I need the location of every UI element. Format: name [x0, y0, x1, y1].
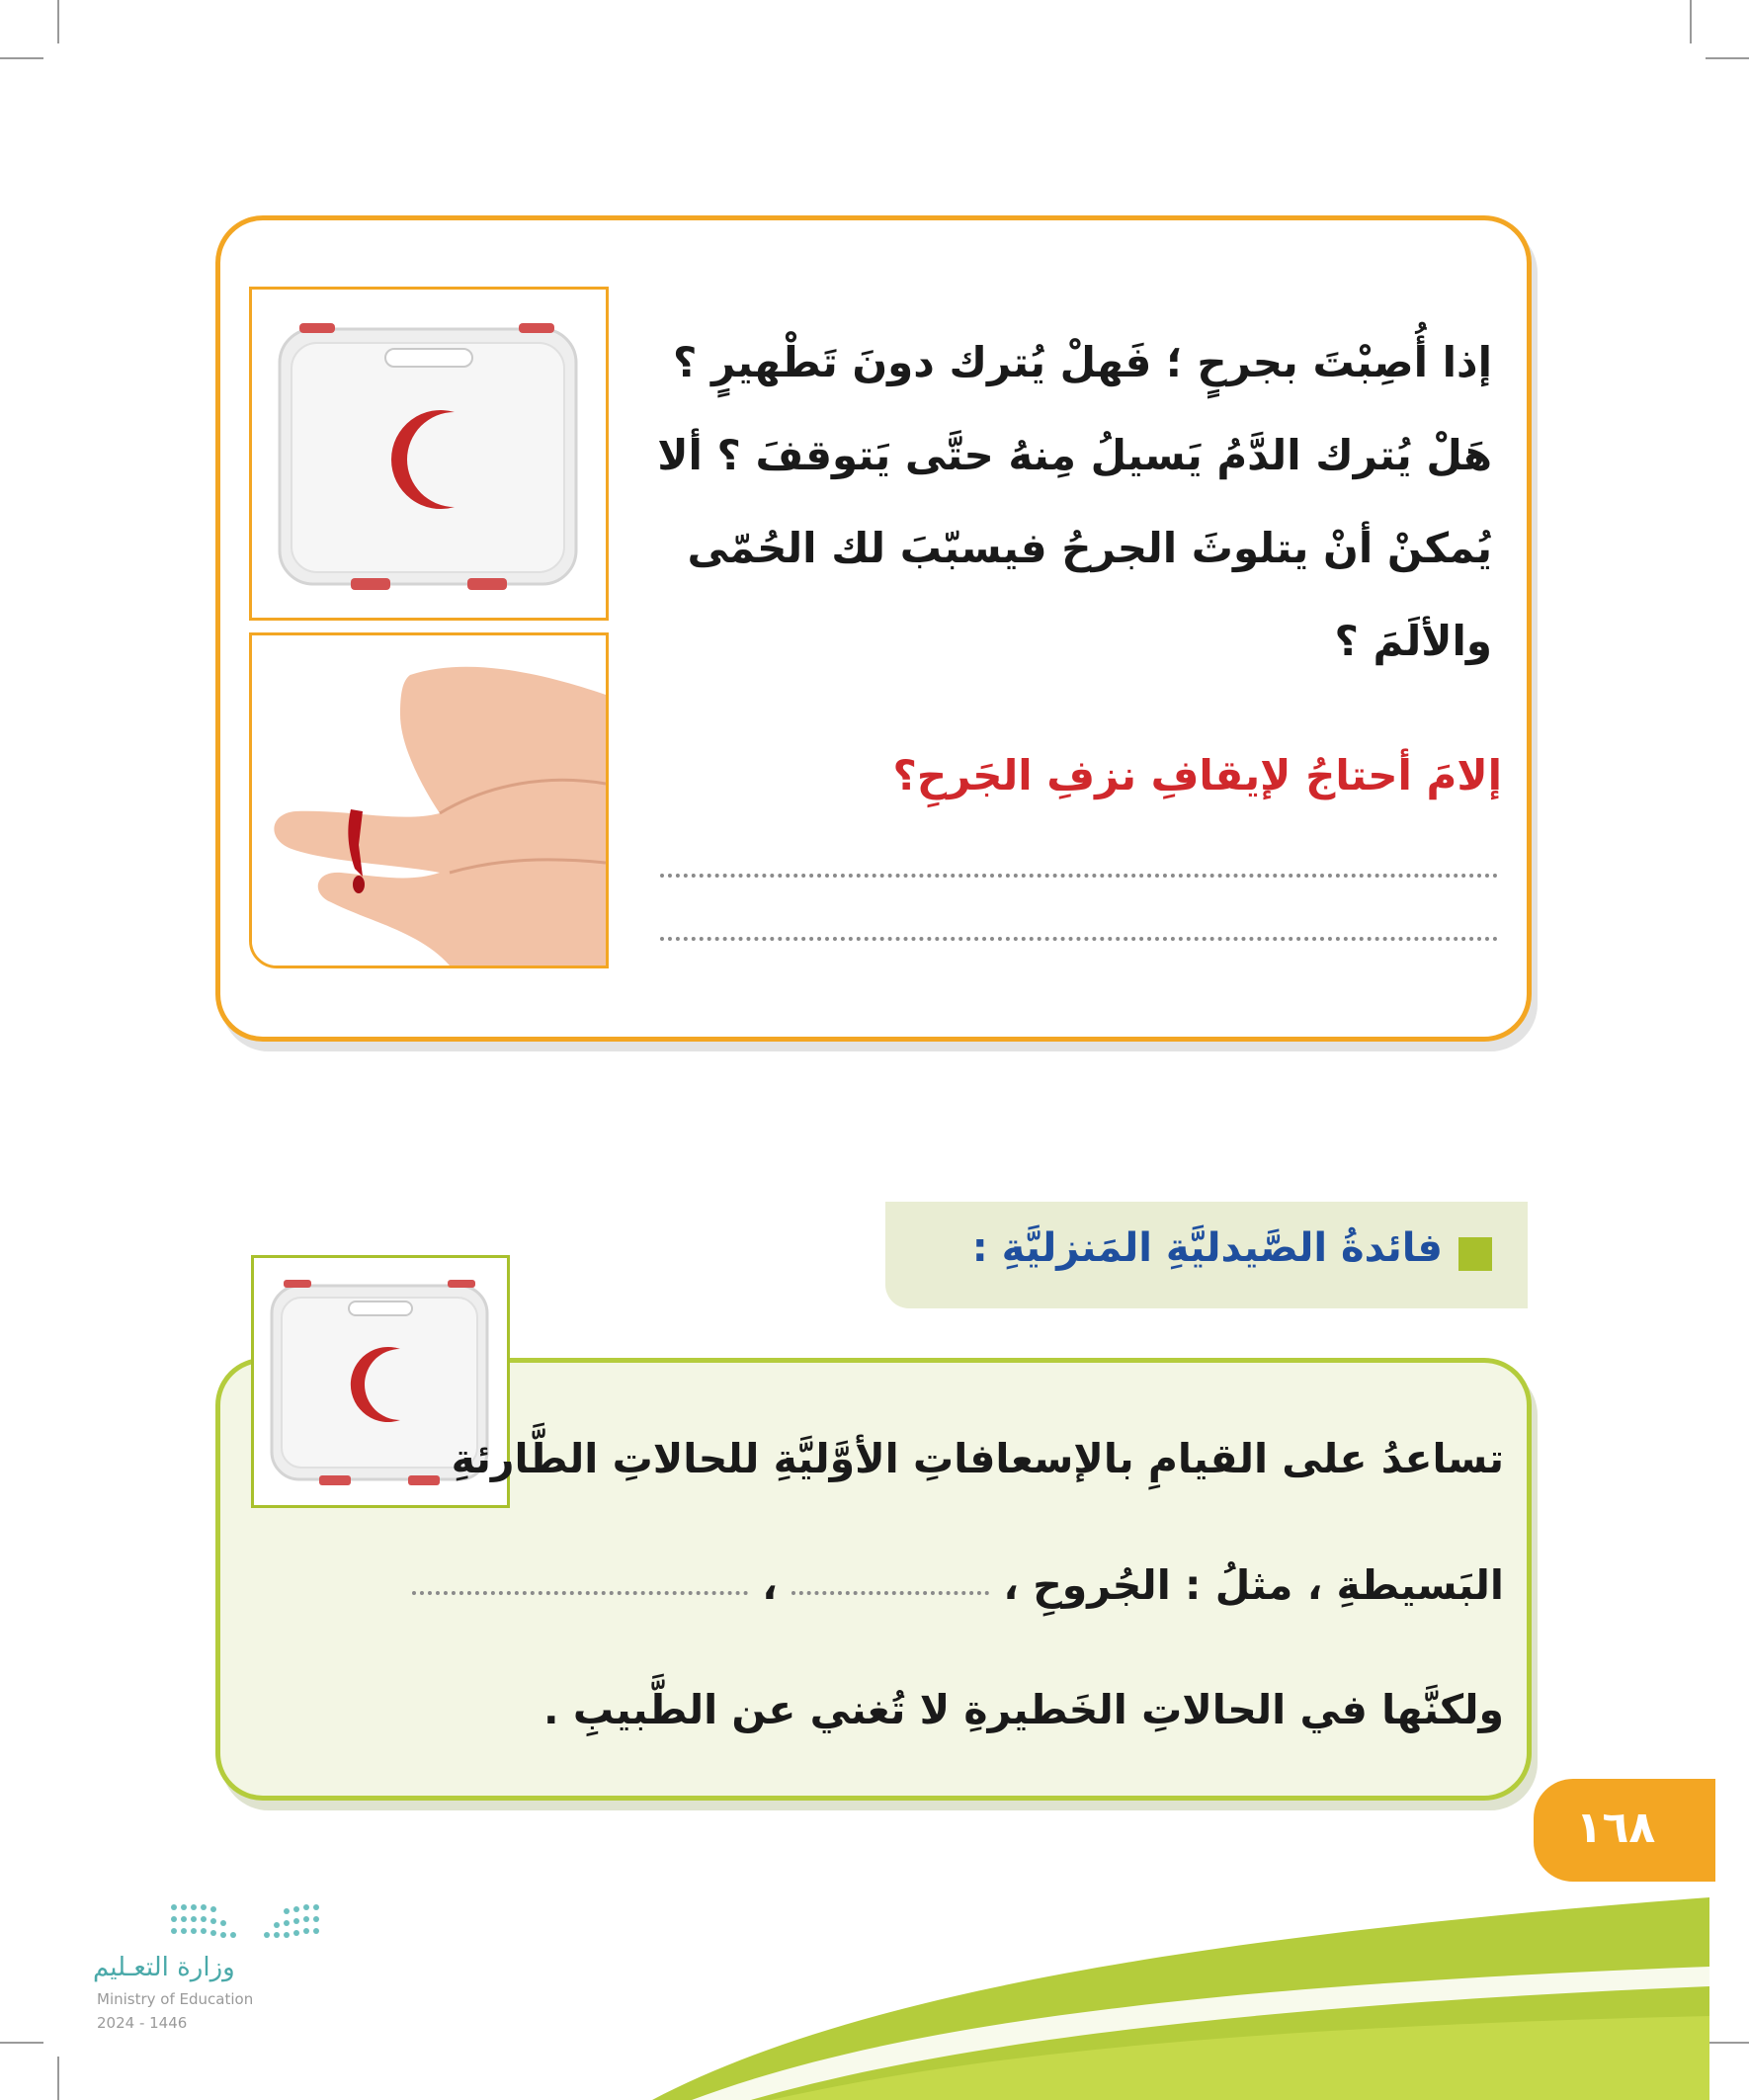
ministry-logo-year: 2024 - 1446: [97, 2014, 188, 2032]
bleeding-finger-image: [249, 632, 609, 968]
question-text: إلامَ أحتاجُ لإيقافِ نزفِ الجَرحِ؟: [892, 751, 1502, 799]
info-line-3: ولكنَّها في الحالاتِ الخَطيرةِ لا تُغني عن الطَّبيبِ .: [543, 1686, 1504, 1733]
answer-line-1[interactable]: [660, 874, 1498, 878]
info-line-1: تساعدُ على القيامِ بالإسعافاتِ الأوَّليَّةِ للحالاتِ الطَّارئةِ: [451, 1435, 1504, 1482]
ministry-logo-icon: [168, 1897, 326, 1943]
info-line-2-text: البَسيطةِ ، مثلُ : الجُروحِ ،: [1003, 1561, 1504, 1609]
blank-field-2[interactable]: [412, 1581, 748, 1595]
answer-line-2[interactable]: [660, 937, 1498, 941]
info-line-2: [375, 1561, 1504, 1609]
blank-separator: ،: [762, 1561, 778, 1609]
bleeding-finger-icon: [252, 635, 606, 966]
ministry-logo-english: Ministry of Education: [97, 1990, 254, 2008]
first-aid-kit-image: [249, 287, 609, 621]
section-heading: فائدةُ الصَّيدليَّةِ المَنزليَّةِ :: [971, 1225, 1443, 1271]
blank-field-1[interactable]: [791, 1581, 989, 1595]
ministry-logo-arabic: وزارة التعـليم: [93, 1953, 235, 1982]
intro-paragraph: إذا أُصِبْتَ بجرحٍ ؛ فَهلْ يُترك دونَ تَطْهيرٍ ؟ هَلْ يُترك الدَّمُ يَسيلُ مِنهُ حتَّى يَتوقفَ ؟ ألا يُمكنْ أنْ يتلوثَ الجرحُ فيسبّبَ لك الحُمّى والألَمَ ؟: [657, 338, 1492, 665]
crop-mark: [57, 0, 59, 43]
crop-mark: [0, 57, 43, 59]
crop-mark: [1706, 57, 1749, 59]
bullet-square-icon: [1458, 1237, 1492, 1271]
first-aid-kit-icon: [252, 290, 606, 618]
crop-mark: [1690, 0, 1692, 43]
page-number: ١٦٨: [1575, 1803, 1656, 1853]
